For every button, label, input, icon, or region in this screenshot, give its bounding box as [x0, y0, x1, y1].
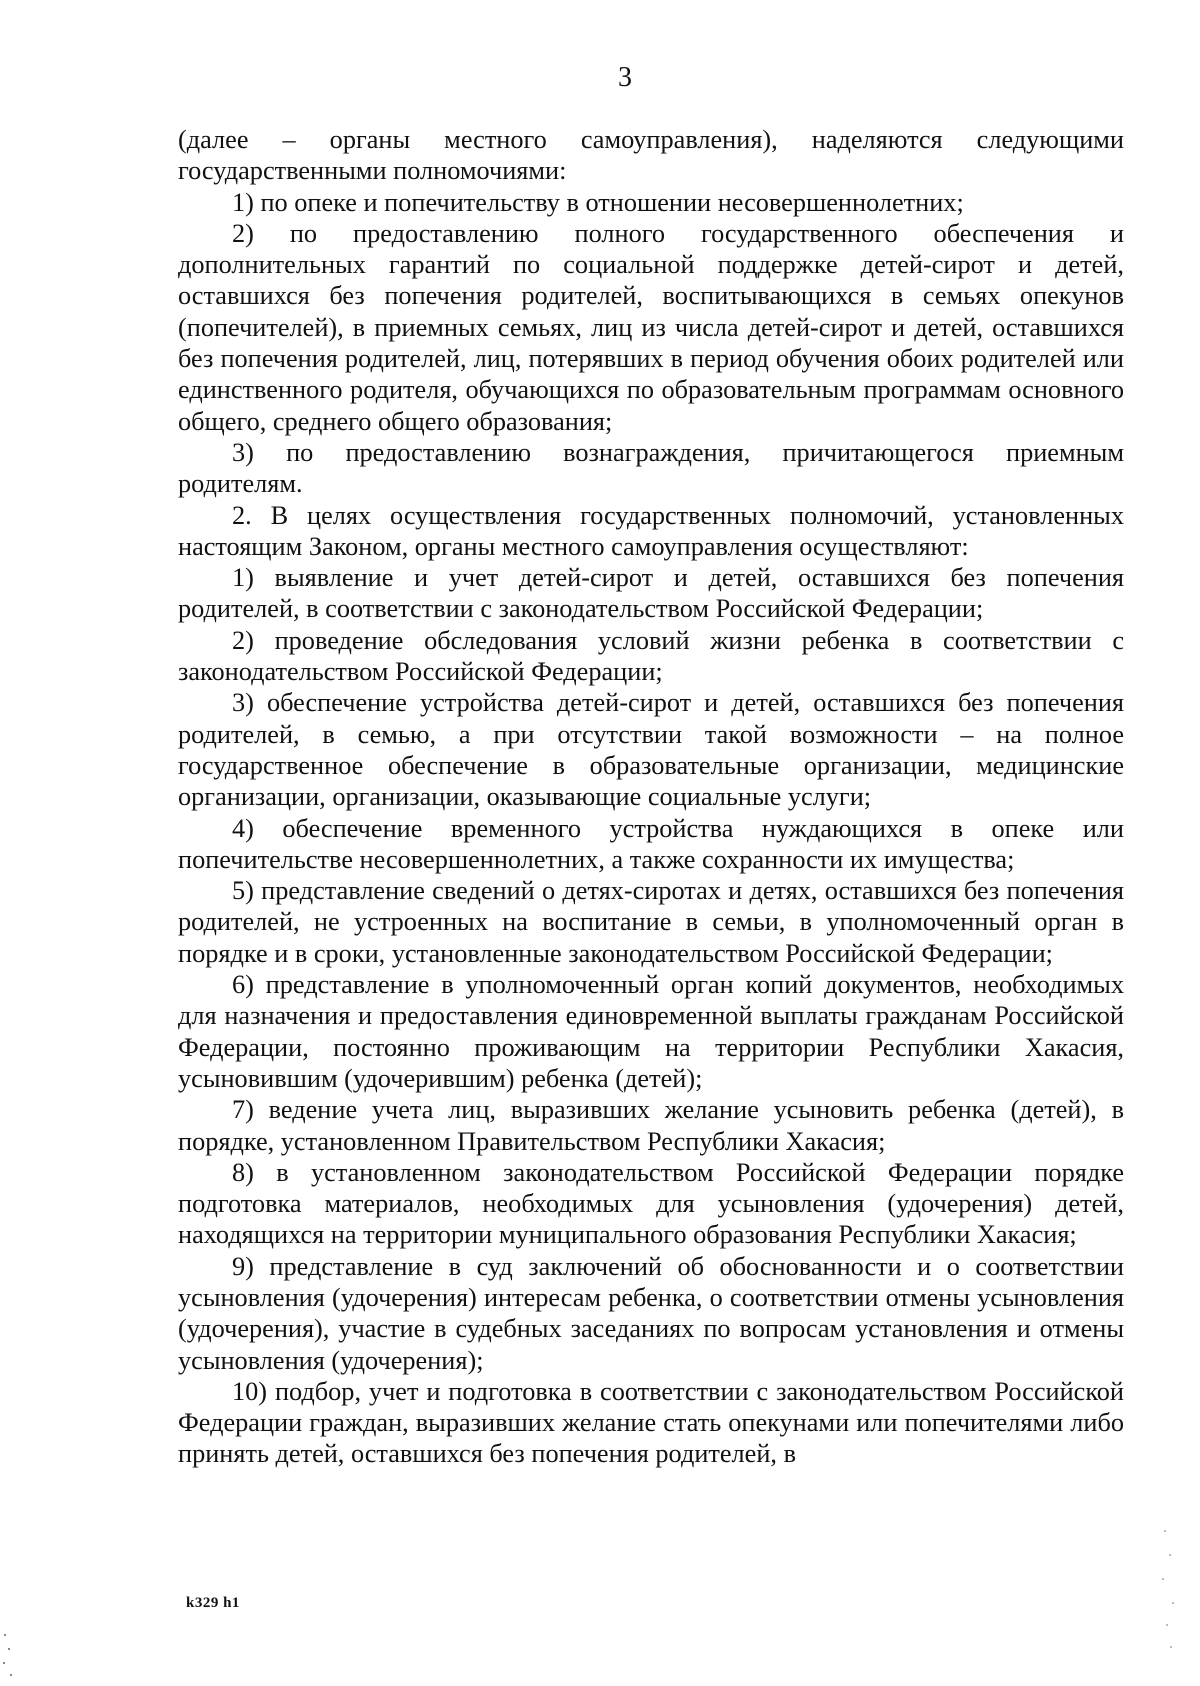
- document-body: [178, 124, 1124, 1470]
- paragraph-item-2-5: 5) представление сведений о детях-сиротах и детях, оставшихся без попечения родителей, не устроенных на воспитание в семьи, в уполномоченный орган в порядке и в сроки, установленные законодательством Российской Федерации;: [178, 876, 1124, 968]
- paragraph-item-2-3: 3) обеспечение устройства детей-сирот и детей, оставшихся без попечения родителей, в семью, а при отсутствии такой возможности – на полное государственное обеспечение в образовательные организации, медицинские организации, организации, оказывающие социальные услуги;: [178, 688, 1124, 812]
- paragraph-item-2-6: 6) представление в уполномоченный орган копий документов, необходимых для назначения и предоставления единовременной выплаты гражданам Российской Федерации, постоянно проживающим на территории Республики Хакасия, усыновившим (удочерившим) ребенка (детей);: [178, 970, 1124, 1093]
- paragraph-item-1-3: 3) по предоставлению вознаграждения, причитающегося приемным родителям.: [178, 437, 1124, 499]
- page-number: 3: [618, 62, 632, 93]
- paragraph-item-2-8: 8) в установленном законодательством Российской Федерации порядке подготовка материалов, необходимых для усыновления (удочерения) детей, находящихся на территории муниципального образования Республики Хакасия;: [178, 1157, 1124, 1250]
- paragraph-item-2-2: 2) проведение обследования условий жизни ребенка в соответствии с законодательством Российской Федерации;: [178, 625, 1124, 687]
- paragraph-item-2-9: 9) представление в суд заключений об обоснованности и о соответствии усыновления (удочерения) интересам ребенка, о соответствии отмены усыновления (удочерения), участие в судебных заседаниях по вопросам установления и отмены усыновления (удочерения);: [178, 1251, 1124, 1375]
- paragraph-item-1-2: 2) по предоставлению полного государственного обеспечения и дополнительных гарантий по социальной поддержке детей-сирот и детей, оставшихся без попечения родителей, воспитывающихся в семьях опекунов (попечителей), в приемных семьях, лиц из числа детей-сирот и детей, оставшихся без попечения родителей, лиц, потерявших в период обучения обоих родителей или единственного родителя, обучающихся по образовательным программам основного общего, среднего общего образования;: [178, 218, 1124, 436]
- paragraph-continuation: (далее – органы местного самоуправления), наделяются следующими государственными полномочиями:: [178, 125, 1124, 186]
- paragraph-item-2-7: 7) ведение учета лиц, выразивших желание усыновить ребенка (детей), в порядке, установленном Правительством Республики Хакасия;: [178, 1095, 1124, 1156]
- paragraph-item-2-10: 10) подбор, учет и подготовка в соответствии с законодательством Российской Федерации граждан, выразивших желание стать опекунами или попечителями либо принять детей, оставшихся без попечения родителей, в: [178, 1376, 1124, 1469]
- paragraph-item-2-1: 1) выявление и учет детей-сирот и детей, оставшихся без попечения родителей, в соответствии с законодательством Российской Федерации;: [178, 563, 1124, 624]
- scan-noise-right: [1160, 1520, 1180, 1660]
- paragraph-item-1-1: 1) по опеке и попечительству в отношении несовершеннолетних;: [232, 187, 964, 217]
- scan-noise-corner: [0, 1626, 30, 1686]
- paragraph-section-2: 2. В целях осуществления государственных полномочий, установленных настоящим Законом, органы местного самоуправления осуществляют:: [178, 500, 1124, 561]
- footer-document-code: k329 h1: [186, 1595, 240, 1611]
- paragraph-item-2-4: 4) обеспечение временного устройства нуждающихся в опеке или попечительстве несовершеннолетних, а также сохранности их имущества;: [178, 813, 1124, 874]
